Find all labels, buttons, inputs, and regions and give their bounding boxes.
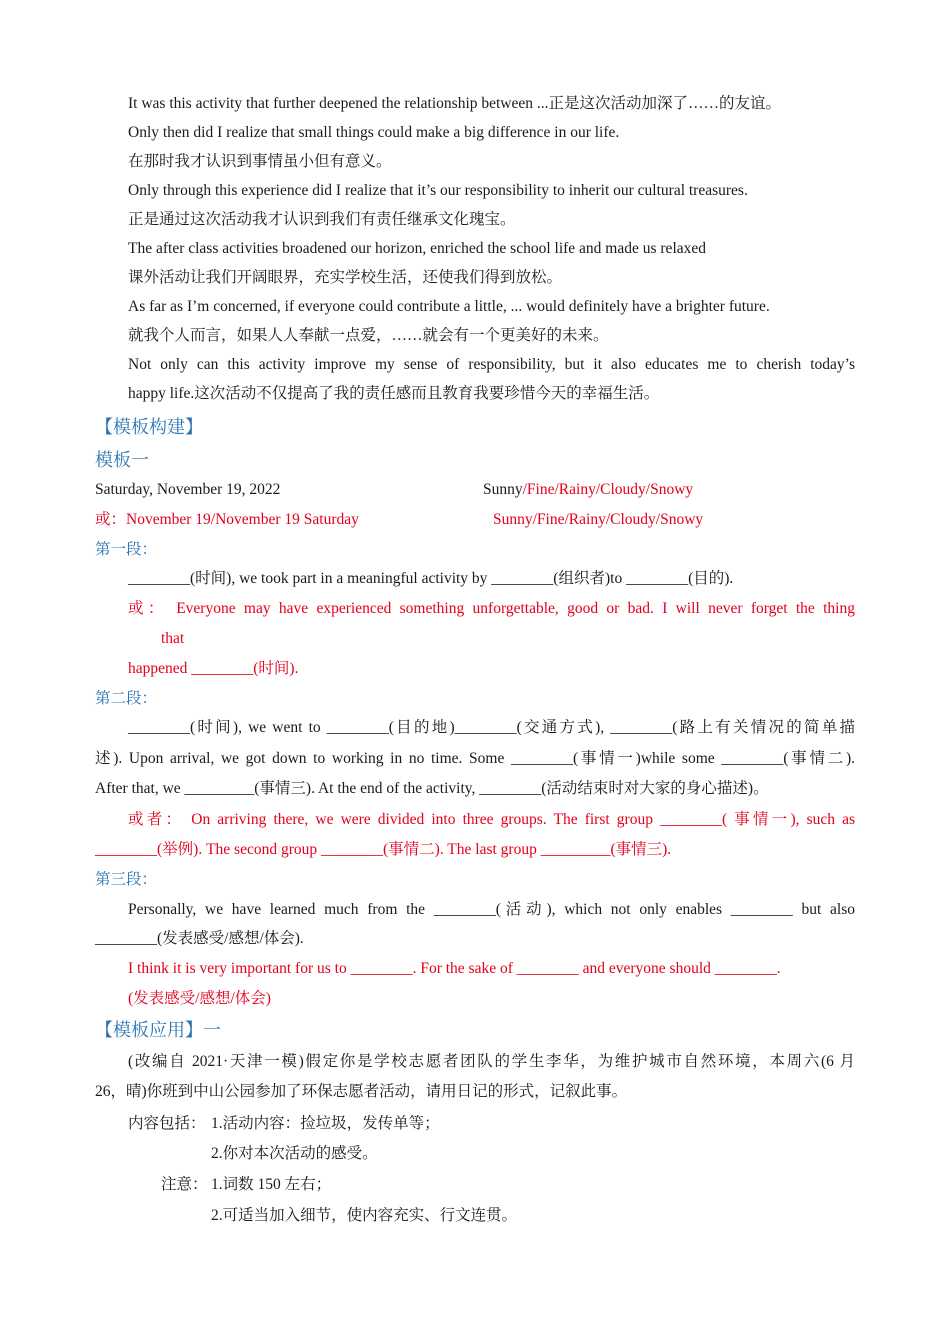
para1-alt-line2: that bbox=[161, 630, 185, 647]
diary-date: Saturday, November 19, 2022 bbox=[95, 481, 281, 498]
note-item-1: 1.词数 150 左右； bbox=[211, 1176, 332, 1193]
content-item-1: 1.活动内容：捡垃圾，发传单等； bbox=[211, 1115, 440, 1132]
para3-line1: Personally, we have learned much from the ________(活动), which not only enables ________ but also bbox=[128, 901, 855, 918]
content-item-2: 2.你对本次活动的感受。 bbox=[211, 1145, 378, 1162]
para2-line1: ________(时间), we went to ________(目的地)________(交通方式), ________(路上有关情况的简单描 bbox=[128, 719, 855, 736]
content-label: 内容包括： bbox=[128, 1115, 206, 1132]
heading-template-one: 模板一 bbox=[95, 450, 149, 470]
phrase-7: 课外活动让我们开阔眼界，充实学校生活，还使我们得到放松。 bbox=[128, 269, 563, 286]
para2-line3: After that, we _________(事情三). At the end of the activity, ________(活动结束时对大家的身心描述)。 bbox=[95, 780, 769, 797]
para2-alt-line2: ________(举例). The second group ________(事情二). The last group _________(事情三). bbox=[95, 841, 672, 858]
phrase-9: 就我个人而言，如果人人奉献一点爱，……就会有一个更美好的未来。 bbox=[128, 327, 609, 344]
phrase-4: Only through this experience did I realize that it’s our responsibility to inherit our cultural treasures. bbox=[128, 182, 748, 199]
alt-weather: Sunny/Fine/Rainy/Cloudy/Snowy bbox=[493, 511, 704, 528]
para3-label: 第三段： bbox=[95, 871, 158, 888]
weather-options: /Fine/Rainy/Cloudy/Snowy bbox=[522, 481, 694, 498]
para1-line: ________(时间), we took part in a meaningful activity by ________(组织者)to ________(目的). bbox=[128, 570, 734, 587]
task-line2: 26，晴)你班到中山公园参加了环保志愿者活动，请用日记的形式，记叙此事。 bbox=[95, 1083, 628, 1100]
note-item-2: 2.可适当加入细节，使内容充实、行文连贯。 bbox=[211, 1207, 518, 1224]
alt-date: 或：November 19/November 19 Saturday bbox=[95, 511, 359, 528]
para1-label: 第一段： bbox=[95, 541, 158, 558]
para1-alt-line3: happened ________(时间). bbox=[128, 660, 299, 677]
phrase-10: Not only can this activity improve my sense of responsibility, but it also educates me to cherish today’s bbox=[128, 356, 855, 373]
para2-label: 第二段： bbox=[95, 690, 158, 707]
para3-line2: ________(发表感受/感想/体会). bbox=[95, 930, 304, 947]
phrase-2: Only then did I realize that small things could make a big difference in our life. bbox=[128, 124, 620, 141]
phrase-3: 在那时我才认识到事情虽小但有意义。 bbox=[128, 153, 392, 170]
para3-alt-line2: (发表感受/感想/体会) bbox=[128, 990, 271, 1007]
note-label: 注意： bbox=[161, 1176, 208, 1193]
phrase-5: 正是通过这次活动我才认识到我们有责任继承文化瑰宝。 bbox=[128, 211, 516, 228]
phrase-11: happy life.这次活动不仅提高了我的责任感而且教育我要珍惜今天的幸福生活。 bbox=[128, 385, 660, 402]
para2-line2: 述). Upon arrival, we got down to working in no time. Some ________(事情一)while some ________(事情二). bbox=[95, 750, 855, 767]
task-line1: (改编自 2021·天津一模)假定你是学校志愿者团队的学生李华，为维护城市自然环境，本周六(6 月 bbox=[128, 1053, 855, 1070]
para2-alt-line1: 或者： On arriving there, we were divided into three groups. The first group ________( 事情一), such as bbox=[128, 811, 855, 828]
phrase-6: The after class activities broadened our horizon, enriched the school life and made us relaxed bbox=[128, 240, 707, 257]
phrase-1: It was this activity that further deepened the relationship between ...正是这次活动加深了……的友谊。 bbox=[128, 95, 782, 112]
para1-alt-line1: 或： Everyone may have experienced something unforgettable, good or bad. I will never forget the thing bbox=[128, 600, 855, 617]
heading-template-build: 【模板构建】 bbox=[95, 417, 203, 437]
heading-template-apply: 【模板应用】一 bbox=[95, 1020, 221, 1040]
phrase-8: As far as I’m concerned, if everyone could contribute a little, ... would definitely have a brighter future. bbox=[128, 298, 770, 315]
para3-alt-line1: I think it is very important for us to ________. For the sake of ________ and everyone should ________. bbox=[128, 960, 781, 977]
weather-lead: Sunny bbox=[483, 481, 523, 498]
diary-weather bbox=[483, 480, 693, 500]
